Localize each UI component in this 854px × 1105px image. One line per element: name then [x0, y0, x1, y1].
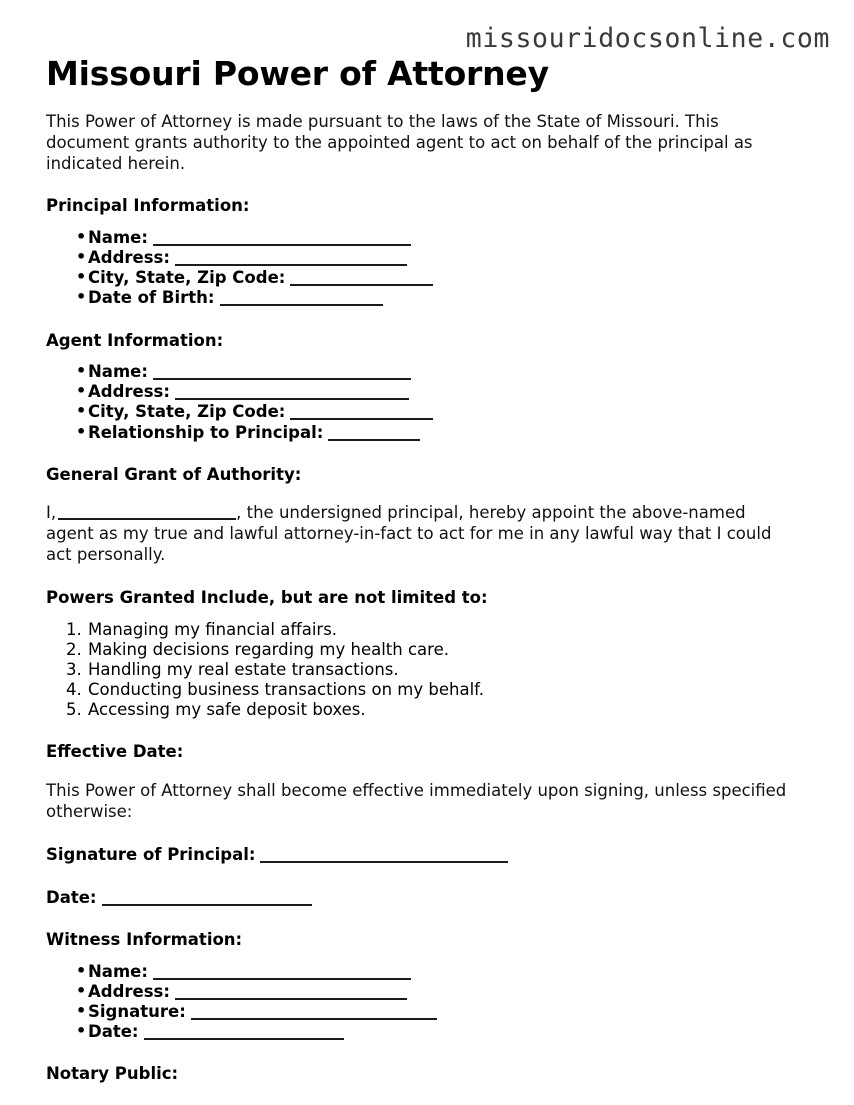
fill-in-blank[interactable]	[260, 850, 508, 863]
principal-information-heading: Principal Information:	[46, 196, 250, 216]
watermark-row	[46, 0, 830, 52]
page-title: Missouri Power of Attorney	[46, 54, 549, 93]
list-item	[46, 362, 830, 382]
field-label: Date of Birth:	[88, 288, 215, 308]
list-item: Managing my financial affairs.	[88, 619, 338, 639]
fill-in-blank[interactable]	[153, 967, 411, 980]
fill-in-blank[interactable]	[191, 1007, 437, 1020]
list-item	[46, 268, 830, 288]
fill-in-blank[interactable]	[290, 407, 433, 420]
intro-paragraph: This Power of Attorney is made pursuant to the laws of the State of Missouri. This document grants authority to the appointed agent to act on behalf of the principal as indicated herein.	[46, 111, 753, 173]
signature-of-principal-line	[46, 845, 830, 866]
powers-granted-list	[46, 620, 830, 721]
field-label: Signature:	[88, 1002, 186, 1022]
grant-lead-text: I,	[46, 503, 57, 523]
list-item	[46, 1022, 830, 1042]
field-label: Address:	[88, 248, 170, 268]
fill-in-blank[interactable]	[144, 1027, 344, 1040]
fill-in-blank[interactable]	[58, 507, 236, 520]
fill-in-blank[interactable]	[102, 893, 312, 906]
field-label: Address:	[88, 981, 170, 1001]
list-item	[46, 962, 830, 982]
field-label: Name:	[88, 228, 148, 248]
fill-in-blank[interactable]	[220, 293, 383, 306]
date-label: Date:	[46, 887, 97, 907]
effective-date-paragraph: This Power of Attorney shall become effective immediately upon signing, unless specified otherwise:	[46, 781, 787, 822]
field-label: Relationship to Principal:	[88, 422, 324, 442]
field-label: City, State, Zip Code:	[88, 402, 286, 422]
list-item	[46, 423, 830, 443]
signature-label: Signature of Principal:	[46, 844, 256, 864]
grant-body-text: , the undersigned principal, hereby appoint the above-named agent as my true and lawful attorney-in-fact to act for me in any lawful way that I could act personally.	[46, 503, 772, 565]
list-item	[46, 982, 830, 1002]
fill-in-blank[interactable]	[175, 253, 407, 266]
field-label: Name:	[88, 961, 148, 981]
witness-information-heading: Witness Information:	[46, 930, 243, 950]
principal-date-line	[46, 888, 830, 909]
field-label: Name:	[88, 362, 148, 382]
field-label: Address:	[88, 382, 170, 402]
list-item	[46, 1002, 830, 1022]
fill-in-blank[interactable]	[328, 428, 420, 441]
list-item	[46, 402, 830, 422]
fill-in-blank[interactable]	[153, 233, 411, 246]
fill-in-blank[interactable]	[290, 273, 433, 286]
list-item	[46, 248, 830, 268]
fill-in-blank[interactable]	[175, 987, 407, 1000]
general-grant-heading: General Grant of Authority:	[46, 464, 302, 484]
field-label: City, State, Zip Code:	[88, 268, 286, 288]
list-item: Accessing my safe deposit boxes.	[88, 700, 366, 720]
list-item: Handling my real estate transactions.	[88, 660, 399, 680]
powers-granted-heading: Powers Granted Include, but are not limited to:	[46, 588, 488, 608]
fill-in-blank[interactable]	[175, 387, 409, 400]
effective-date-heading: Effective Date:	[46, 742, 184, 762]
fill-in-blank[interactable]	[153, 367, 411, 380]
list-item: Conducting business transactions on my behalf.	[88, 680, 485, 700]
list-item	[46, 382, 830, 402]
principal-field-list	[46, 228, 830, 309]
list-item: Making decisions regarding my health care.	[88, 639, 449, 659]
list-item	[46, 288, 830, 308]
field-label: Date:	[88, 1022, 139, 1042]
list-item	[46, 228, 830, 248]
notary-public-heading: Notary Public:	[46, 1064, 179, 1084]
agent-field-list	[46, 362, 830, 443]
agent-information-heading: Agent Information:	[46, 330, 224, 350]
witness-field-list	[46, 962, 830, 1043]
site-watermark: missouridocsonline.com	[465, 22, 830, 54]
general-grant-paragraph	[46, 503, 798, 566]
